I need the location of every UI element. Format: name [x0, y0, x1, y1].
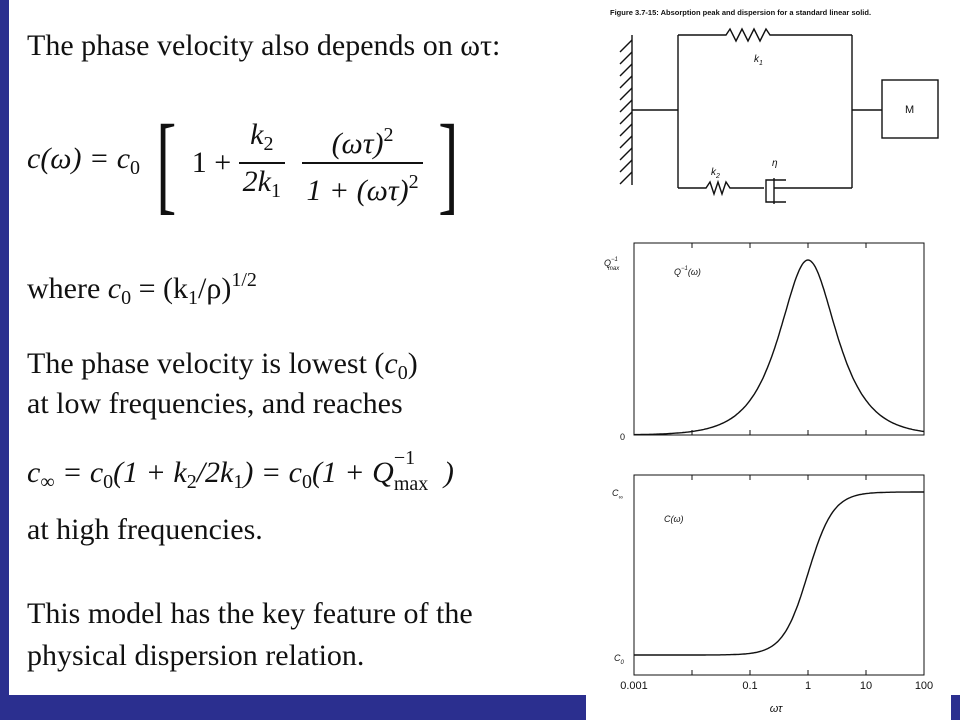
where-prefix: where: [27, 272, 108, 305]
eq2-mid1-sub: 0: [103, 471, 114, 493]
absorption-curve-label-q: Q: [674, 267, 682, 277]
paragraph-lowest-line1: [27, 346, 418, 391]
para1-b: ): [407, 347, 418, 380]
eq2-c-sub: ∞: [40, 471, 55, 493]
absorption-curve-label: [674, 266, 701, 277]
eq1-frac-omega-num: [302, 117, 422, 164]
eq1-2k1: 2k: [242, 165, 271, 198]
right-bracket: ]: [438, 102, 459, 224]
k1-letter: k: [754, 54, 759, 65]
x-tick-label: 0.1: [742, 680, 758, 692]
paragraph-key-line2: [27, 638, 364, 674]
paragraph-lowest-line2: [27, 386, 403, 422]
ytick-top-letter: Q: [604, 258, 612, 268]
equation-c-infinity: [27, 447, 454, 500]
dispersion-ytick-top-sub: ∞: [618, 495, 623, 501]
eq2-q-sup: −1: [393, 447, 416, 469]
eq2-mid1: = c: [54, 456, 104, 489]
paragraph-key-line1: [27, 596, 473, 632]
eq1-den2: 1 + (ωτ): [306, 174, 409, 207]
para3-line2: physical dispersion relation.: [27, 639, 365, 672]
figure-background: [586, 0, 951, 720]
para3-line1: This model has the key feature of the: [27, 597, 473, 630]
dispersion-ytick-top-letter: C: [612, 488, 619, 498]
where-c: c: [107, 272, 122, 305]
heading: [27, 28, 500, 64]
para1-a: The phase velocity is lowest (: [27, 347, 385, 380]
eq1-num2-sup: 2: [383, 124, 394, 146]
dispersion-curve-label: C(ω): [664, 514, 684, 524]
eq1-den2-sup: 2: [408, 171, 419, 193]
mass-label: M: [905, 104, 915, 116]
where-c-sub: 0: [121, 287, 132, 309]
ytick-top-sub: max: [607, 266, 620, 272]
dispersion-ytick-bottom-sub: 0: [620, 660, 624, 666]
eq1-lhs-text: c(ω) = c: [27, 141, 131, 175]
eq1-frac-k-den: [239, 164, 285, 209]
equation-phase-velocity: [27, 102, 467, 224]
eq1-frac-omega: [302, 117, 422, 209]
eq2-mid4: ) = c: [243, 456, 302, 489]
eq2-end: ): [443, 456, 454, 489]
absorption-curve-label-sup: −1: [681, 266, 688, 272]
x-axis-label: ωτ: [769, 703, 783, 715]
eq2-mid5: (1 + Q: [311, 456, 394, 489]
para1-sub: 0: [397, 362, 408, 384]
eq1-num2: (ωτ): [331, 127, 384, 160]
para1-c: c: [384, 347, 398, 380]
where-line: [27, 262, 257, 316]
where-k-sub: 1: [188, 287, 199, 309]
ytick-top-sup: −1: [611, 257, 618, 263]
eq1-frac-k: [239, 117, 285, 209]
x-tick-label: 10: [859, 680, 873, 692]
k1-sub: 1: [759, 60, 763, 67]
eq2-mid2: (1 + k: [113, 456, 187, 489]
x-tick-label: 0.001: [620, 680, 648, 692]
figure-caption: Figure 3.7-15: Absorption peak and dispersion for a standard linear solid.: [610, 8, 872, 17]
figure: [586, 0, 951, 720]
x-tick-label: 100: [914, 680, 934, 692]
dispersion-ytick-bottom-letter: C: [614, 653, 621, 663]
para2-text: at high frequencies.: [27, 513, 263, 546]
eq2-mid3-sub: 1: [233, 471, 244, 493]
eq1-k2-sub: 2: [263, 133, 274, 155]
eq1-lhs-sub: 0: [130, 156, 141, 179]
eq2-c: c: [27, 456, 41, 489]
eq1-2k1-sub: 1: [270, 180, 281, 202]
eq1-frac-k-num: [239, 117, 285, 164]
eq1-frac-omega-den: [302, 164, 422, 209]
eq2-mid2-sub: 2: [186, 471, 197, 493]
eq1-lhs: [27, 141, 141, 179]
eta-label: η: [772, 158, 778, 169]
heading-text: The phase velocity also depends on ωτ:: [27, 29, 501, 62]
where-rest: = (k: [131, 272, 189, 305]
eq1-one-plus: 1 +: [191, 146, 232, 179]
eq1-k2: k: [250, 118, 264, 151]
where-sup: 1/2: [231, 269, 257, 291]
x-tick-label: 1: [804, 680, 812, 692]
left-bracket: [: [155, 102, 176, 224]
paragraph-high: [27, 512, 263, 548]
eq2-q-sub: max: [393, 473, 429, 495]
where-tail: /ρ): [198, 272, 232, 305]
eq2-q-scripts: [393, 447, 444, 495]
absorption-ytick-bottom: 0: [620, 432, 626, 442]
absorption-curve-label-arg: (ω): [687, 267, 701, 277]
k2-letter: k: [711, 167, 716, 178]
eq2-mid3: /2k: [196, 456, 234, 489]
para1-line2: at low frequencies, and reaches: [27, 387, 403, 420]
eq2-mid4-sub: 0: [301, 471, 312, 493]
k2-sub: 2: [716, 173, 720, 180]
